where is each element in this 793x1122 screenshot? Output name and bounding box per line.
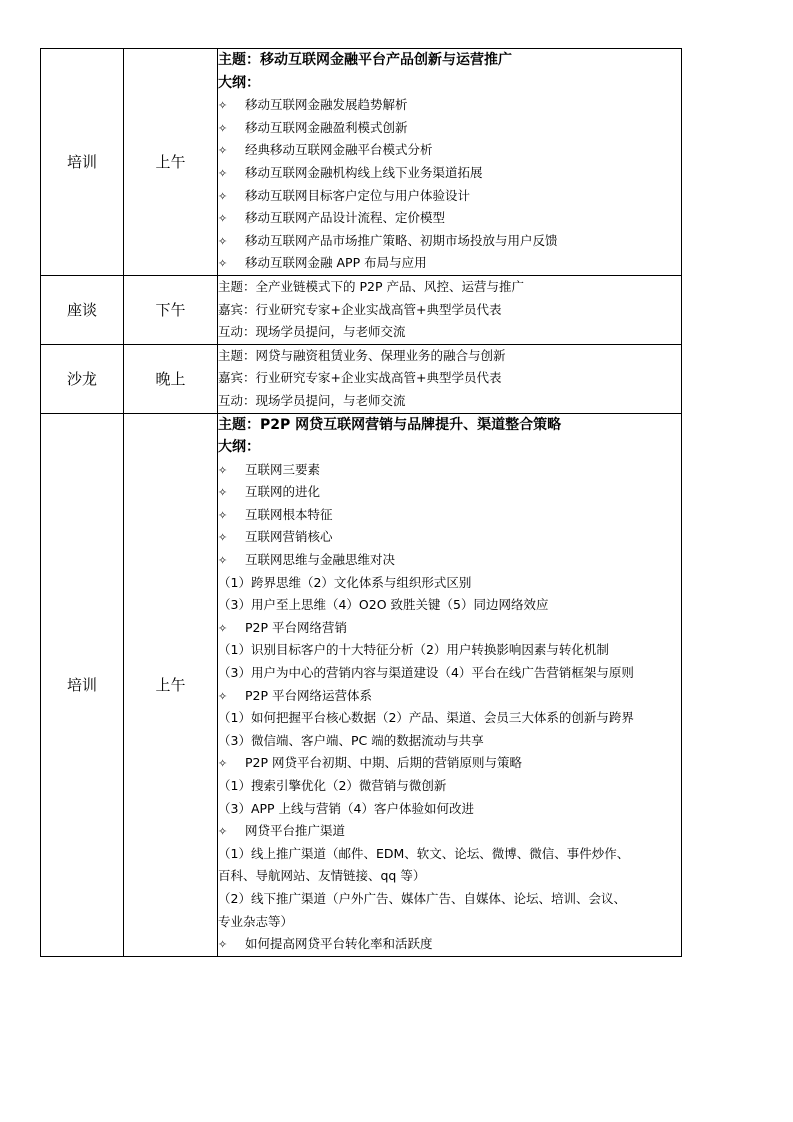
outline-bullet-item xyxy=(218,230,681,253)
line-text: （1）跨界思维（2）文化体系与组织形式区别 xyxy=(218,574,472,590)
outline-bullet-item xyxy=(218,252,681,275)
content-line xyxy=(218,367,681,390)
line-text: 互动：现场学员提问，与老师交流 xyxy=(218,324,406,340)
session-content-cell xyxy=(218,49,682,276)
line-text: （3）微信端、客户端、PC 端的数据流动与共享 xyxy=(218,732,484,748)
schedule-row xyxy=(41,49,682,276)
line-text: （2）线下推广渠道（户外广告、媒体广告、自媒体、论坛、培训、会议、 xyxy=(218,890,626,906)
outline-bullet-item xyxy=(218,94,681,117)
line-text: 互联网思维与金融思维对决 xyxy=(245,552,396,568)
session-type-cell: 座谈 xyxy=(41,275,124,344)
line-text: 主题：全产业链模式下的 P2P 产品、风控、运营与推广 xyxy=(218,278,524,294)
session-time-cell: 下午 xyxy=(124,275,218,344)
line-text: 移动互联网目标客户定位与用户体验设计 xyxy=(245,187,471,203)
diamond-bullet-icon: ✧ xyxy=(218,463,228,477)
line-text: 如何提高网贷平台转化率和活跃度 xyxy=(245,936,433,952)
line-text: 百科、导航网站、友情链接、qq 等） xyxy=(218,868,426,884)
line-text: （1）线上推广渠道（邮件、EDM、软文、论坛、微博、微信、事件炒作、 xyxy=(218,845,630,861)
schedule-row xyxy=(41,344,682,413)
line-text: 网贷平台推广渠道 xyxy=(245,823,346,839)
content-heading-line xyxy=(218,72,681,95)
line-text: 互联网营销核心 xyxy=(245,529,333,545)
schedule-table xyxy=(40,48,682,957)
content-line xyxy=(218,572,681,595)
line-text: P2P 平台网络营销 xyxy=(245,619,348,635)
content-line xyxy=(218,390,681,413)
outline-bullet-item xyxy=(218,162,681,185)
schedule-body xyxy=(41,49,682,957)
line-text: 经典移动互联网金融平台模式分析 xyxy=(245,142,433,158)
content-line xyxy=(218,276,681,299)
outline-bullet-item xyxy=(218,549,681,572)
line-text: 移动互联网金融机构线上线下业务渠道拓展 xyxy=(245,164,483,180)
content-line xyxy=(218,594,681,617)
outline-bullet-item xyxy=(218,139,681,162)
diamond-bullet-icon: ✧ xyxy=(218,234,228,248)
diamond-bullet-icon: ✧ xyxy=(218,757,228,771)
diamond-bullet-icon: ✧ xyxy=(218,486,228,500)
session-type-cell: 培训 xyxy=(41,49,124,276)
line-text: （3）用户至上思维（4）O2O 致胜关键（5）同边网络效应 xyxy=(218,597,549,613)
line-text: 移动互联网金融盈利模式创新 xyxy=(245,119,408,135)
line-text: 主题：P2P 网贷互联网营销与品牌提升、渠道整合策略 xyxy=(218,416,562,433)
content-line xyxy=(218,345,681,368)
session-content-cell xyxy=(218,344,682,413)
content-line xyxy=(218,775,681,798)
diamond-bullet-icon: ✧ xyxy=(218,825,228,839)
line-text: 嘉宾：行业研究专家+企业实战高管+典型学员代表 xyxy=(218,370,502,386)
diamond-bullet-icon: ✧ xyxy=(218,689,228,703)
diamond-bullet-icon: ✧ xyxy=(218,121,228,135)
diamond-bullet-icon: ✧ xyxy=(218,554,228,568)
outline-bullet-item xyxy=(218,481,681,504)
diamond-bullet-icon: ✧ xyxy=(218,189,228,203)
line-text: 互动：现场学员提问，与老师交流 xyxy=(218,392,406,408)
session-time-cell: 晚上 xyxy=(124,344,218,413)
line-text: 嘉宾：行业研究专家+企业实战高管+典型学员代表 xyxy=(218,301,502,317)
session-type-cell: 培训 xyxy=(41,413,124,956)
content-line xyxy=(218,321,681,344)
outline-bullet-item xyxy=(218,459,681,482)
line-text: 主题：移动互联网金融平台产品创新与运营推广 xyxy=(218,52,512,68)
diamond-bullet-icon: ✧ xyxy=(218,531,228,545)
content-line xyxy=(218,730,681,753)
line-text: 互联网的进化 xyxy=(245,484,321,500)
diamond-bullet-icon: ✧ xyxy=(218,212,228,226)
outline-bullet-item xyxy=(218,504,681,527)
session-time-cell: 上午 xyxy=(124,49,218,276)
outline-bullet-item xyxy=(218,752,681,775)
outline-bullet-item xyxy=(218,207,681,230)
content-line xyxy=(218,865,681,888)
line-text: 大纲： xyxy=(218,439,260,456)
line-text: （1）识别目标客户的十大特征分析（2）用户转换影响因素与转化机制 xyxy=(218,642,609,658)
line-text: P2P 平台网络运营体系 xyxy=(245,687,373,703)
line-text: （1）搜索引擎优化（2）微营销与微创新 xyxy=(218,778,447,793)
line-text: 移动互联网产品设计流程、定价模型 xyxy=(245,210,446,226)
content-line xyxy=(218,911,681,934)
outline-bullet-item xyxy=(218,685,681,708)
session-time-cell: 上午 xyxy=(124,413,218,956)
line-text: 移动互联网产品市场推广策略、初期市场投放与用户反馈 xyxy=(245,232,558,248)
content-heading-line xyxy=(218,49,681,72)
content-line xyxy=(218,299,681,322)
content-heading-line xyxy=(218,414,681,437)
line-text: 互联网根本特征 xyxy=(245,506,333,522)
line-text: （3）APP 上线与营销（4）客户体验如何改进 xyxy=(218,800,475,816)
outline-bullet-item xyxy=(218,933,681,956)
schedule-row xyxy=(41,413,682,956)
session-type-cell: 沙龙 xyxy=(41,344,124,413)
outline-bullet-item xyxy=(218,185,681,208)
line-text: （3）用户为中心的营销内容与渠道建设（4）平台在线广告营销框架与原则 xyxy=(218,665,634,681)
line-text: 移动互联网金融 APP 布局与应用 xyxy=(245,255,427,271)
content-line xyxy=(218,662,681,685)
outline-bullet-item xyxy=(218,117,681,140)
line-text: 大纲： xyxy=(218,74,260,91)
outline-bullet-item xyxy=(218,820,681,843)
line-text: 移动互联网金融发展趋势解析 xyxy=(245,97,408,113)
outline-bullet-item xyxy=(218,526,681,549)
line-text: 专业杂志等） xyxy=(218,913,294,929)
diamond-bullet-icon: ✧ xyxy=(218,166,228,180)
content-heading-line xyxy=(218,436,681,459)
content-line xyxy=(218,888,681,911)
content-line xyxy=(218,798,681,821)
diamond-bullet-icon: ✧ xyxy=(218,99,228,113)
schedule-row xyxy=(41,275,682,344)
diamond-bullet-icon: ✧ xyxy=(218,508,228,522)
diamond-bullet-icon: ✧ xyxy=(218,257,228,271)
diamond-bullet-icon: ✧ xyxy=(218,621,228,635)
content-line xyxy=(218,639,681,662)
content-line xyxy=(218,843,681,866)
content-line xyxy=(218,707,681,730)
line-text: P2P 网贷平台初期、中期、后期的营销原则与策略 xyxy=(245,755,523,771)
line-text: 主题：网贷与融资租赁业务、保理业务的融合与创新 xyxy=(218,347,506,363)
line-text: （1）如何把握平台核心数据（2）产品、渠道、会员三大体系的创新与跨界 xyxy=(218,710,634,726)
diamond-bullet-icon: ✧ xyxy=(218,938,228,952)
outline-bullet-item xyxy=(218,617,681,640)
line-text: 互联网三要素 xyxy=(245,461,321,477)
diamond-bullet-icon: ✧ xyxy=(218,144,228,158)
session-content-cell xyxy=(218,413,682,956)
session-content-cell xyxy=(218,275,682,344)
